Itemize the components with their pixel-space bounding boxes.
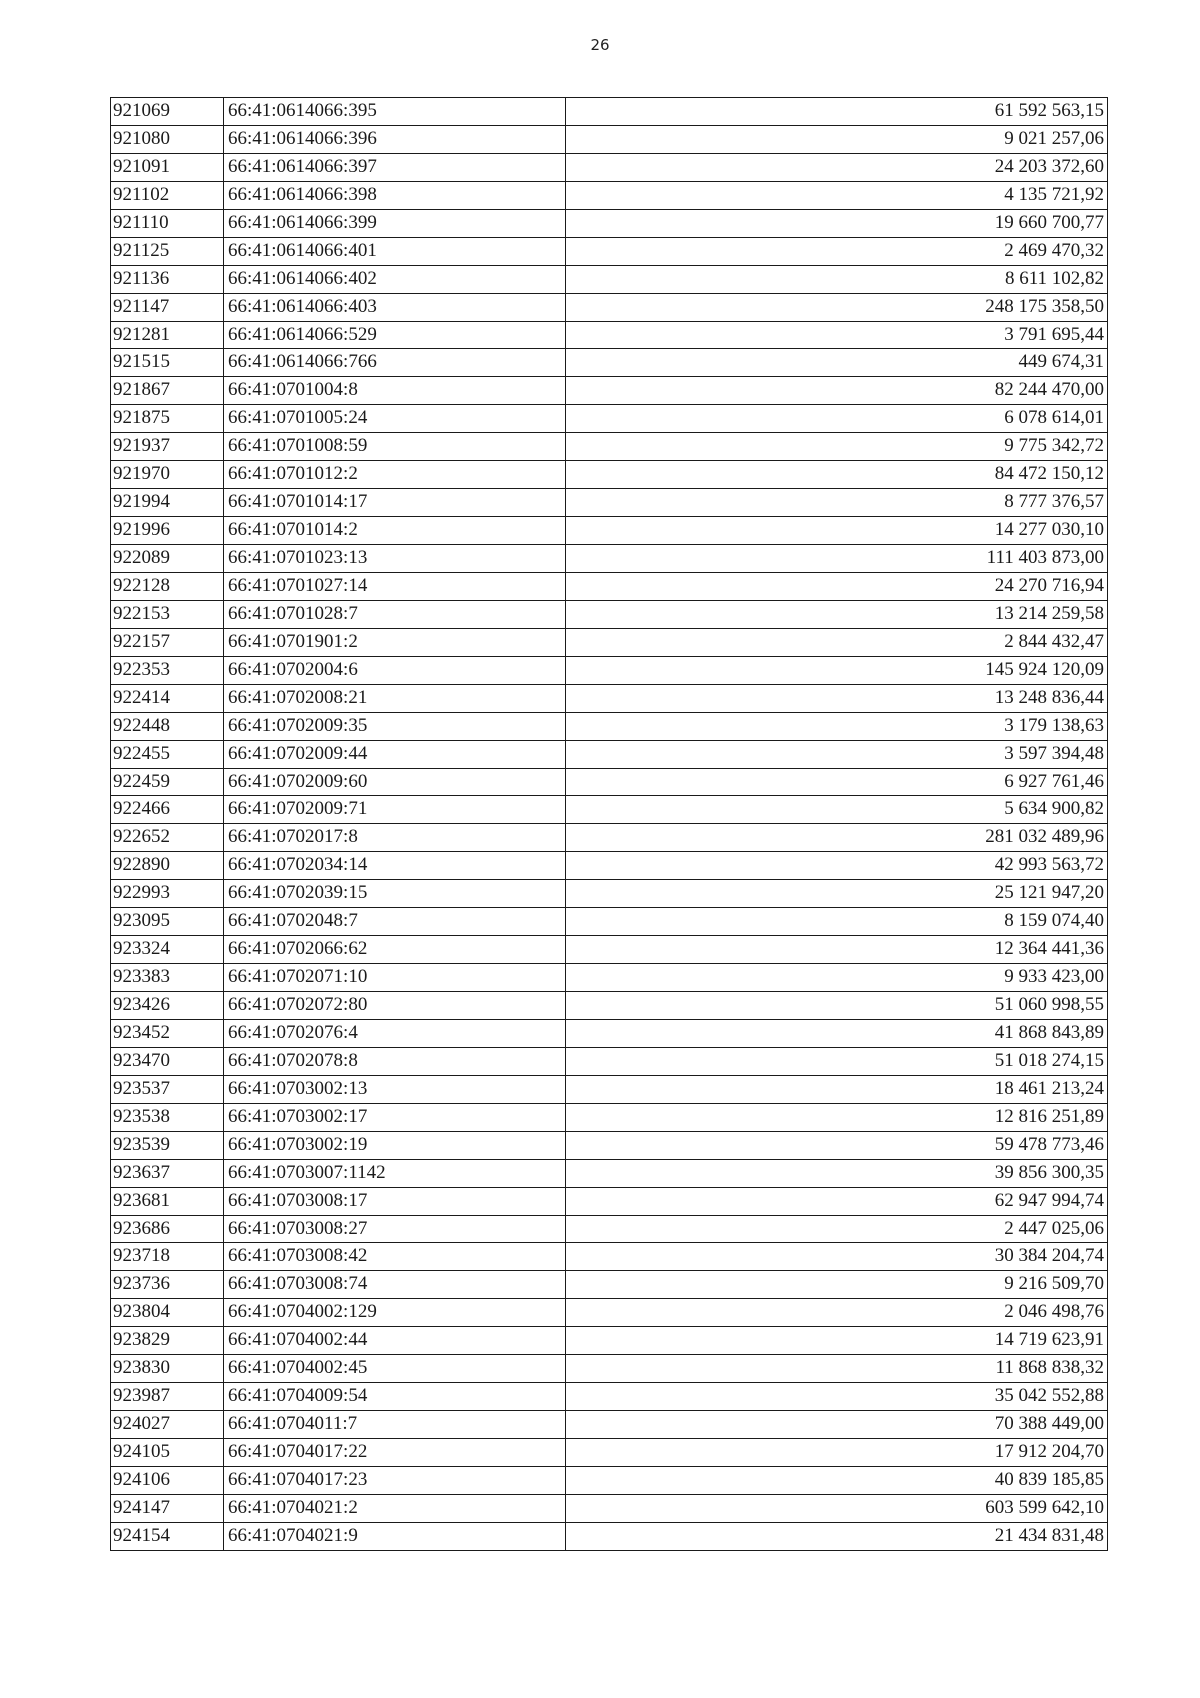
cadastral-value-cell: 603 599 642,10 — [985, 1496, 1104, 1518]
cadastral-value-cell: 41 868 843,89 — [994, 1021, 1104, 1043]
table-row — [111, 294, 1107, 322]
cadastral-value-cell: 3 179 138,63 — [1004, 714, 1104, 736]
cadastral-number-cell: 66:41:0704021:9 — [224, 1523, 566, 1550]
table-row — [111, 349, 1107, 377]
cadastral-number-cell: 66:41:0704017:23 — [224, 1467, 566, 1494]
object-id-cell: 923829 — [111, 1327, 224, 1354]
table-row — [111, 322, 1107, 350]
cadastral-number-cell: 66:41:0701008:59 — [224, 433, 566, 460]
cadastral-value-cell: 5 634 900,82 — [1004, 798, 1104, 820]
cadastral-value-cell: 21 434 831,48 — [994, 1524, 1104, 1546]
cadastral-value-cell: 14 719 623,91 — [994, 1329, 1104, 1351]
cadastral-number-cell: 66:41:0702009:71 — [224, 796, 566, 823]
cadastral-number-cell: 66:41:0701014:17 — [224, 489, 566, 516]
cadastral-number-cell: 66:41:0704002:129 — [224, 1299, 566, 1326]
cadastral-number-cell: 66:41:0702048:7 — [224, 908, 566, 935]
object-id-cell: 923539 — [111, 1132, 224, 1159]
cadastral-value-cell: 19 660 700,77 — [994, 211, 1104, 233]
cadastral-value-table — [110, 97, 1108, 1551]
table-row — [111, 908, 1107, 936]
cadastral-value-cell: 248 175 358,50 — [985, 295, 1104, 317]
object-id-cell: 922448 — [111, 713, 224, 740]
cadastral-number-cell: 66:41:0703008:74 — [224, 1271, 566, 1298]
cadastral-number-cell: 66:41:0702009:35 — [224, 713, 566, 740]
table-row — [111, 573, 1107, 601]
cadastral-number-cell: 66:41:0702071:10 — [224, 964, 566, 991]
cadastral-value-cell: 30 384 204,74 — [994, 1245, 1104, 1267]
table-row — [111, 98, 1107, 126]
table-row — [111, 1216, 1107, 1244]
table-row — [111, 1383, 1107, 1411]
table-row — [111, 1104, 1107, 1132]
cadastral-value-cell: 42 993 563,72 — [994, 854, 1104, 876]
cadastral-number-cell: 66:41:0701901:2 — [224, 629, 566, 656]
cadastral-number-cell: 66:41:0614066:529 — [224, 322, 566, 349]
object-id-cell: 921281 — [111, 322, 224, 349]
object-id-cell: 923637 — [111, 1160, 224, 1187]
object-id-cell: 922890 — [111, 852, 224, 879]
cadastral-value-cell: 145 924 120,09 — [985, 658, 1104, 680]
cadastral-number-cell: 66:41:0704002:44 — [224, 1327, 566, 1354]
table-row — [111, 880, 1107, 908]
cadastral-number-cell: 66:41:0614066:397 — [224, 154, 566, 181]
table-row — [111, 433, 1107, 461]
cadastral-value-cell: 70 388 449,00 — [994, 1413, 1104, 1435]
cadastral-number-cell: 66:41:0702078:8 — [224, 1048, 566, 1075]
table-row — [111, 377, 1107, 405]
cadastral-value-cell: 9 933 423,00 — [1004, 966, 1104, 988]
object-id-cell: 923095 — [111, 908, 224, 935]
table-row — [111, 1299, 1107, 1327]
object-id-cell: 922466 — [111, 796, 224, 823]
page-number: 26 — [590, 36, 610, 54]
object-id-cell: 923452 — [111, 1020, 224, 1047]
cadastral-number-cell: 66:41:0703007:1142 — [224, 1160, 566, 1187]
cadastral-number-cell: 66:41:0702009:44 — [224, 741, 566, 768]
object-id-cell: 921875 — [111, 405, 224, 432]
table-row — [111, 992, 1107, 1020]
table-row — [111, 1243, 1107, 1271]
cadastral-number-cell: 66:41:0702004:6 — [224, 657, 566, 684]
cadastral-value-cell: 281 032 489,96 — [985, 826, 1104, 848]
object-id-cell: 921515 — [111, 349, 224, 376]
object-id-cell: 922157 — [111, 629, 224, 656]
cadastral-number-cell: 66:41:0701012:2 — [224, 461, 566, 488]
cadastral-number-cell: 66:41:0701028:7 — [224, 601, 566, 628]
table-row — [111, 1411, 1107, 1439]
cadastral-value-cell: 13 248 836,44 — [994, 686, 1104, 708]
table-row — [111, 824, 1107, 852]
cadastral-value-cell: 2 046 498,76 — [1004, 1301, 1104, 1323]
table-row — [111, 601, 1107, 629]
table-row — [111, 210, 1107, 238]
cadastral-value-cell: 11 868 838,32 — [995, 1357, 1104, 1379]
object-id-cell: 921147 — [111, 294, 224, 321]
cadastral-value-cell: 17 912 204,70 — [994, 1441, 1104, 1462]
table-row — [111, 1160, 1107, 1188]
object-id-cell: 924147 — [111, 1495, 224, 1522]
object-id-cell: 922353 — [111, 657, 224, 684]
table-row — [111, 405, 1107, 433]
object-id-cell: 924106 — [111, 1467, 224, 1494]
object-id-cell: 923718 — [111, 1243, 224, 1270]
cadastral-value-cell: 3 597 394,48 — [1004, 742, 1104, 764]
object-id-cell: 923804 — [111, 1299, 224, 1326]
table-row — [111, 126, 1107, 154]
cadastral-value-cell: 59 478 773,46 — [994, 1133, 1104, 1155]
object-id-cell: 923383 — [111, 964, 224, 991]
cadastral-value-cell: 14 277 030,10 — [994, 519, 1104, 541]
object-id-cell: 922128 — [111, 573, 224, 600]
cadastral-number-cell: 66:41:0702009:60 — [224, 769, 566, 796]
object-id-cell: 923686 — [111, 1216, 224, 1243]
table-row — [111, 489, 1107, 517]
cadastral-value-cell: 40 839 185,85 — [994, 1468, 1104, 1490]
object-id-cell: 921937 — [111, 433, 224, 460]
cadastral-number-cell: 66:41:0703002:13 — [224, 1076, 566, 1103]
object-id-cell: 922414 — [111, 685, 224, 712]
table-row — [111, 238, 1107, 266]
cadastral-number-cell: 66:41:0701027:14 — [224, 573, 566, 600]
cadastral-value-cell: 6 927 761,46 — [1004, 770, 1104, 792]
cadastral-value-cell: 9 775 342,72 — [1004, 435, 1104, 457]
cadastral-number-cell: 66:41:0704009:54 — [224, 1383, 566, 1410]
table-row — [111, 936, 1107, 964]
table-row — [111, 741, 1107, 769]
cadastral-number-cell: 66:41:0704017:22 — [224, 1439, 566, 1466]
cadastral-value-cell: 9 021 257,06 — [1004, 127, 1104, 149]
table-row — [111, 517, 1107, 545]
cadastral-number-cell: 66:41:0703008:42 — [224, 1243, 566, 1270]
table-row — [111, 1271, 1107, 1299]
table-row — [111, 769, 1107, 797]
cadastral-number-cell: 66:41:0614066:398 — [224, 182, 566, 209]
cadastral-value-cell: 35 042 552,88 — [994, 1385, 1104, 1407]
cadastral-value-cell: 2 844 432,47 — [1004, 630, 1104, 652]
cadastral-value-cell: 12 816 251,89 — [994, 1105, 1104, 1127]
object-id-cell: 922652 — [111, 824, 224, 851]
object-id-cell: 922993 — [111, 880, 224, 907]
cadastral-value-cell: 18 461 213,24 — [994, 1077, 1104, 1099]
cadastral-value-cell: 24 270 716,94 — [994, 574, 1104, 596]
table-row — [111, 1048, 1107, 1076]
cadastral-number-cell: 66:41:0703008:17 — [224, 1188, 566, 1215]
table-row — [111, 266, 1107, 294]
table-row — [111, 154, 1107, 182]
object-id-cell: 924105 — [111, 1439, 224, 1466]
cadastral-value-cell: 39 856 300,35 — [994, 1161, 1104, 1183]
table-row — [111, 964, 1107, 992]
object-id-cell: 923736 — [111, 1271, 224, 1298]
object-id-cell: 921970 — [111, 461, 224, 488]
cadastral-number-cell: 66:41:0702066:62 — [224, 936, 566, 963]
cadastral-number-cell: 66:41:0614066:403 — [224, 294, 566, 321]
cadastral-number-cell: 66:41:0703002:17 — [224, 1104, 566, 1131]
table-row — [111, 1495, 1107, 1523]
cadastral-value-cell: 111 403 873,00 — [986, 547, 1104, 568]
object-id-cell: 921069 — [111, 98, 224, 125]
table-row — [111, 182, 1107, 210]
cadastral-value-cell: 449 674,31 — [1018, 351, 1104, 373]
table-row — [111, 657, 1107, 685]
cadastral-value-cell: 4 135 721,92 — [1004, 183, 1104, 205]
table-row — [111, 1355, 1107, 1383]
object-id-cell: 923537 — [111, 1076, 224, 1103]
cadastral-value-cell: 24 203 372,60 — [994, 155, 1104, 177]
cadastral-number-cell: 66:41:0614066:396 — [224, 126, 566, 153]
cadastral-value-cell: 8 777 376,57 — [1004, 491, 1104, 513]
cadastral-number-cell: 66:41:0614066:399 — [224, 210, 566, 237]
cadastral-number-cell: 66:41:0701023:13 — [224, 545, 566, 572]
object-id-cell: 921867 — [111, 377, 224, 404]
object-id-cell: 923681 — [111, 1188, 224, 1215]
object-id-cell: 921136 — [111, 266, 224, 293]
object-id-cell: 923470 — [111, 1048, 224, 1075]
object-id-cell: 921091 — [111, 154, 224, 181]
cadastral-number-cell: 66:41:0704011:7 — [224, 1411, 566, 1438]
cadastral-number-cell: 66:41:0614066:395 — [224, 98, 566, 125]
object-id-cell: 921996 — [111, 517, 224, 544]
cadastral-value-cell: 61 592 563,15 — [994, 100, 1104, 121]
cadastral-number-cell: 66:41:0614066:401 — [224, 238, 566, 265]
table-row — [111, 1132, 1107, 1160]
cadastral-value-cell: 84 472 150,12 — [994, 463, 1104, 485]
object-id-cell: 922089 — [111, 545, 224, 572]
object-id-cell: 923538 — [111, 1104, 224, 1131]
table-row — [111, 1076, 1107, 1104]
cadastral-number-cell: 66:41:0704021:2 — [224, 1495, 566, 1522]
cadastral-value-cell: 9 216 509,70 — [1004, 1273, 1104, 1295]
object-id-cell: 921102 — [111, 182, 224, 209]
object-id-cell: 923426 — [111, 992, 224, 1019]
cadastral-value-cell: 12 364 441,36 — [994, 938, 1104, 960]
object-id-cell: 922153 — [111, 601, 224, 628]
cadastral-value-cell: 51 060 998,55 — [994, 994, 1104, 1015]
cadastral-number-cell: 66:41:0702072:80 — [224, 992, 566, 1019]
table-row — [111, 629, 1107, 657]
table-row — [111, 796, 1107, 824]
cadastral-number-cell: 66:41:0614066:402 — [224, 266, 566, 293]
cadastral-value-cell: 3 791 695,44 — [1004, 323, 1104, 345]
object-id-cell: 924027 — [111, 1411, 224, 1438]
cadastral-number-cell: 66:41:0614066:766 — [224, 349, 566, 376]
cadastral-number-cell: 66:41:0703002:19 — [224, 1132, 566, 1159]
cadastral-value-cell: 51 018 274,15 — [994, 1049, 1104, 1071]
table-row — [111, 1467, 1107, 1495]
cadastral-value-cell: 8 611 102,82 — [1004, 267, 1104, 289]
object-id-cell: 924154 — [111, 1523, 224, 1550]
object-id-cell: 921994 — [111, 489, 224, 516]
cadastral-number-cell: 66:41:0702008:21 — [224, 685, 566, 712]
cadastral-number-cell: 66:41:0701004:8 — [224, 377, 566, 404]
table-row — [111, 1020, 1107, 1048]
cadastral-number-cell: 66:41:0702034:14 — [224, 852, 566, 879]
object-id-cell: 923324 — [111, 936, 224, 963]
cadastral-number-cell: 66:41:0701005:24 — [224, 405, 566, 432]
cadastral-number-cell: 66:41:0702017:8 — [224, 824, 566, 851]
cadastral-number-cell: 66:41:0701014:2 — [224, 517, 566, 544]
table-row — [111, 852, 1107, 880]
cadastral-value-cell: 62 947 994,74 — [994, 1189, 1104, 1211]
table-row — [111, 1188, 1107, 1216]
cadastral-value-cell: 8 159 074,40 — [1004, 910, 1104, 932]
object-id-cell: 921080 — [111, 126, 224, 153]
object-id-cell: 921110 — [111, 210, 224, 237]
cadastral-value-cell: 2 447 025,06 — [1004, 1217, 1104, 1239]
cadastral-value-cell: 82 244 470,00 — [994, 379, 1104, 401]
table-row — [111, 1523, 1107, 1551]
table-row — [111, 685, 1107, 713]
object-id-cell: 922455 — [111, 741, 224, 768]
object-id-cell: 921125 — [111, 238, 224, 265]
cadastral-number-cell: 66:41:0702076:4 — [224, 1020, 566, 1047]
table-row — [111, 1439, 1107, 1467]
cadastral-number-cell: 66:41:0702039:15 — [224, 880, 566, 907]
object-id-cell: 923987 — [111, 1383, 224, 1410]
table-row — [111, 1327, 1107, 1355]
object-id-cell: 922459 — [111, 769, 224, 796]
cadastral-number-cell: 66:41:0703008:27 — [224, 1216, 566, 1243]
object-id-cell: 923830 — [111, 1355, 224, 1382]
cadastral-value-cell: 6 078 614,01 — [1004, 407, 1104, 429]
cadastral-value-cell: 25 121 947,20 — [994, 882, 1104, 904]
cadastral-value-cell: 2 469 470,32 — [1004, 239, 1104, 261]
cadastral-value-cell: 13 214 259,58 — [994, 602, 1104, 624]
table-row — [111, 713, 1107, 741]
table-row — [111, 545, 1107, 573]
cadastral-number-cell: 66:41:0704002:45 — [224, 1355, 566, 1382]
table-row — [111, 461, 1107, 489]
